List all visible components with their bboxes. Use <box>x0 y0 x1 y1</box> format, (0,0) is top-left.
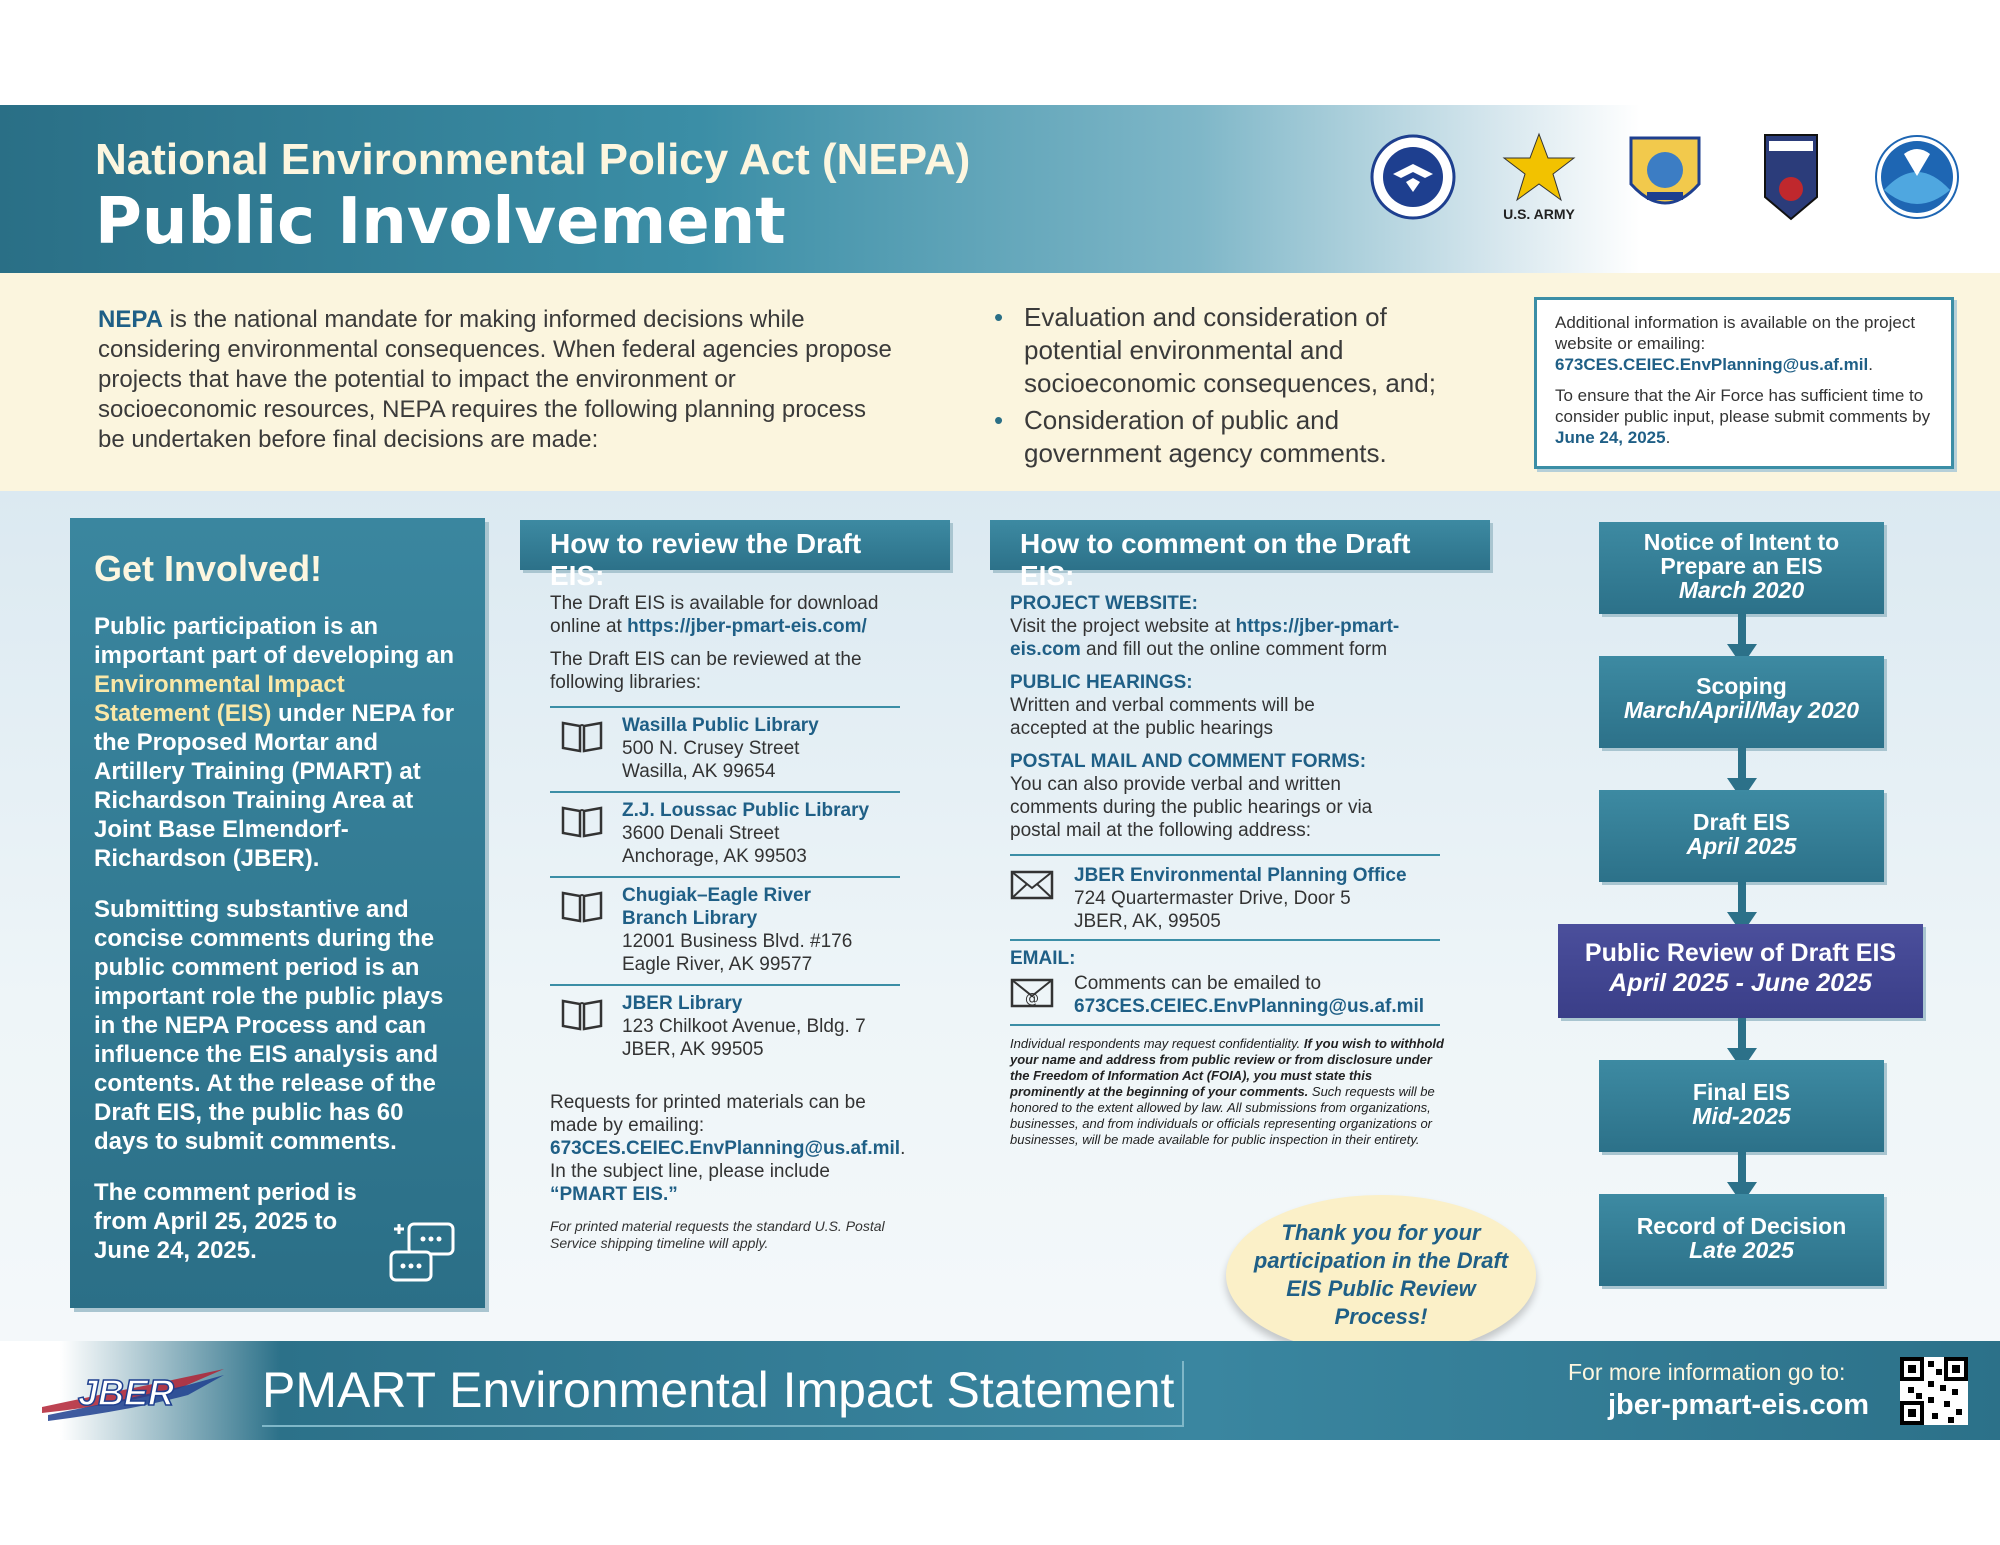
hearings-info: Written and verbal comments will be accepted at the public hearings <box>1010 695 1315 739</box>
email-envelope-icon <box>1010 976 1054 1010</box>
nepa-term: NEPA <box>98 306 163 333</box>
header-title-line1: National Environmental Policy Act (NEPA) <box>95 135 971 184</box>
shipping-note: For printed material requests the standard U.S. Postal Service shipping timeline will apply. <box>550 1218 885 1251</box>
website-link[interactable]: https://jber-pmart-eis.com <box>1010 616 1400 660</box>
page-title: Public Involvement <box>95 185 786 259</box>
list-item: • Consideration of public and government agency comments. <box>990 404 1460 470</box>
book-icon <box>560 805 604 839</box>
info-email-link[interactable]: 673CES.CEIEC.EnvPlanning@us.af.mil <box>1555 355 1869 374</box>
info-paragraph-1: Additional information is available on the project website or emailing: 673CES.CEIEC.EnvPlanning@us.af.mil. <box>1555 313 1916 374</box>
timeline-step: Final EIS Mid-2025 <box>1599 1060 1884 1152</box>
timeline-step: Notice of Intent to Prepare an EIS March 2020 <box>1599 522 1884 614</box>
eis-highlight: Environmental Impact Statement (EIS) <box>94 671 345 727</box>
planning-process-list <box>990 301 1460 474</box>
footer-more-info: For more information go to: <box>1568 1359 1846 1385</box>
thank-you-bubble: Thank you for your participation in the Draft EIS Public Review Process! <box>1226 1195 1536 1355</box>
book-icon <box>560 720 604 754</box>
website-label: PROJECT WEBSITE: <box>1010 593 1198 614</box>
list-item: • Evaluation and consideration of potential environmental and socioeconomic consequences, and; <box>990 301 1460 400</box>
timeline-step: Record of Decision Late 2025 <box>1599 1194 1884 1286</box>
nepa-description <box>98 305 898 455</box>
header-banner <box>0 105 2000 273</box>
library-name: Chugiak–Eagle River Branch Library <box>622 885 812 929</box>
qr-code-icon[interactable] <box>1900 1357 1968 1425</box>
hearings-label: PUBLIC HEARINGS: <box>1010 672 1193 693</box>
get-involved-title: Get Involved! <box>94 548 323 589</box>
library-name: Z.J. Loussac Public Library <box>622 800 870 821</box>
postal-info: You can also provide verbal and written comments during the public hearings or via postal mail at the following address: <box>1010 774 1373 841</box>
get-involved-paragraph-2: Submitting substantive and concise comments during the public comment period is an important role the public plays in the NEPA Process and can influence the EIS analysis and contents. At the release of the Draft EIS, the public has 60 days to submit comments. <box>94 896 444 1155</box>
subject-value: “PMART EIS.” <box>550 1184 678 1205</box>
email-label: EMAIL: <box>1010 948 1076 969</box>
comment-section-header: How to comment on the Draft EIS: <box>990 520 1490 570</box>
jber-logo-icon <box>38 1355 228 1425</box>
arctic-airborne-icon <box>1748 127 1834 227</box>
timeline-step: Scoping March/April/May 2020 <box>1599 656 1884 748</box>
book-icon <box>560 890 604 924</box>
agency-logos <box>1370 127 1960 227</box>
libraries-intro: The Draft EIS can be reviewed at the following libraries: <box>550 649 862 693</box>
additional-info-box <box>1534 297 1954 469</box>
postal-label: POSTAL MAIL AND COMMENT FORMS: <box>1010 751 1367 772</box>
print-request: Requests for printed materials can be made by emailing: 673CES.CEIEC.EnvPlanning@us.af.mil. In the subject line, please include “PMART EIS.” <box>550 1092 906 1205</box>
get-involved-paragraph-3: The comment period is from April 25, 2025 to June 24, 2025. <box>94 1179 357 1264</box>
book-icon <box>560 998 604 1032</box>
get-involved-panel <box>70 518 485 1308</box>
library-item: JBER Library 123 Chilkoot Avenue, Bldg. 7 JBER, AK 99505 <box>550 984 900 1069</box>
confidentiality-disclaimer: Individual respondents may request confidentiality. If you wish to withhold your name and address from public review or from disclosure under the Freedom of Information Act (FOIA), you must state this prominently at the beginning of your comments. Such requests will be honored to the extent allowed by law. All submissions from organizations, businesses, and from individuals or officials representing organizations or businesses, will be made available for public inspection in their entirety. <box>1010 1036 1444 1147</box>
info-paragraph-2: To ensure that the Air Force has sufficient time to consider public input, please submit comments by June 24, 2025. <box>1555 386 1931 447</box>
jber-logo-text: JBER <box>78 1372 175 1413</box>
print-email-link[interactable]: 673CES.CEIEC.EnvPlanning@us.af.mil <box>550 1138 901 1159</box>
library-item: Z.J. Loussac Public Library 3600 Denali Street Anchorage, AK 99503 <box>550 791 900 876</box>
timeline-step-current: Public Review of Draft EIS April 2025 - June 2025 <box>1558 924 1923 1018</box>
download-info: The Draft EIS is available for download online at https://jber-pmart-eis.com/ <box>550 593 879 637</box>
comment-column <box>1010 592 1444 1148</box>
673d-air-base-wing-icon <box>1622 127 1708 227</box>
mailing-address: JBER Environmental Planning Office 724 Quartermaster Drive, Door 5 JBER, AK, 99505 <box>1010 854 1440 941</box>
nepa-paragraph: is the national mandate for making informed decisions while considering environmental consequences. When federal agencies propose projects that have the potential to impact the environment or socioeconomic resources, NEPA requires the following planning process be undertaken before final decisions are made: <box>98 306 892 453</box>
get-involved-paragraph-1: Public participation is an important part of developing an Environmental Impact Statement (EIS) under NEPA for the Proposed Mortar and Artillery Training (PMART) at Richardson Training Area at Joint Base Elmendorf-Richardson (JBER). <box>94 613 455 872</box>
download-link[interactable]: https://jber-pmart-eis.com/ <box>627 616 867 637</box>
office-name: JBER Environmental Planning Office <box>1074 865 1407 886</box>
review-section-header: How to review the Draft EIS: <box>520 520 950 570</box>
army-star-icon: U.S. ARMY <box>1496 127 1582 227</box>
footer-site-link[interactable]: jber-pmart-eis.com <box>1608 1389 1870 1421</box>
comment-email-link[interactable]: 673CES.CEIEC.EnvPlanning@us.af.mil <box>1074 996 1425 1017</box>
noaa-icon <box>1874 127 1960 227</box>
email-block: @ Comments can be emailed to 673CES.CEIEC.EnvPlanning@us.af.mil <box>1010 970 1440 1026</box>
intro-band <box>0 273 2000 491</box>
deadline-date: June 24, 2025 <box>1555 428 1666 447</box>
envelope-icon <box>1010 868 1054 902</box>
svg-text:@: @ <box>1025 991 1039 1007</box>
review-column <box>550 592 906 1252</box>
website-info: Visit the project website at https://jber-pmart-eis.com and fill out the online comment form <box>1010 616 1400 660</box>
footer-title: PMART Environmental Impact Statement <box>262 1361 1184 1427</box>
library-name: Wasilla Public Library <box>622 715 819 736</box>
library-item: Wasilla Public Library 500 N. Crusey Street Wasilla, AK 99654 <box>550 706 900 791</box>
air-force-seal-icon <box>1370 127 1456 227</box>
chat-bubbles-icon <box>387 1218 457 1288</box>
footer-banner <box>0 1341 2000 1440</box>
timeline-step: Draft EIS April 2025 <box>1599 790 1884 882</box>
library-item: Chugiak–Eagle River Branch Library 12001 Business Blvd. #176 Eagle River, AK 99577 <box>550 876 900 984</box>
library-name: JBER Library <box>622 993 743 1014</box>
